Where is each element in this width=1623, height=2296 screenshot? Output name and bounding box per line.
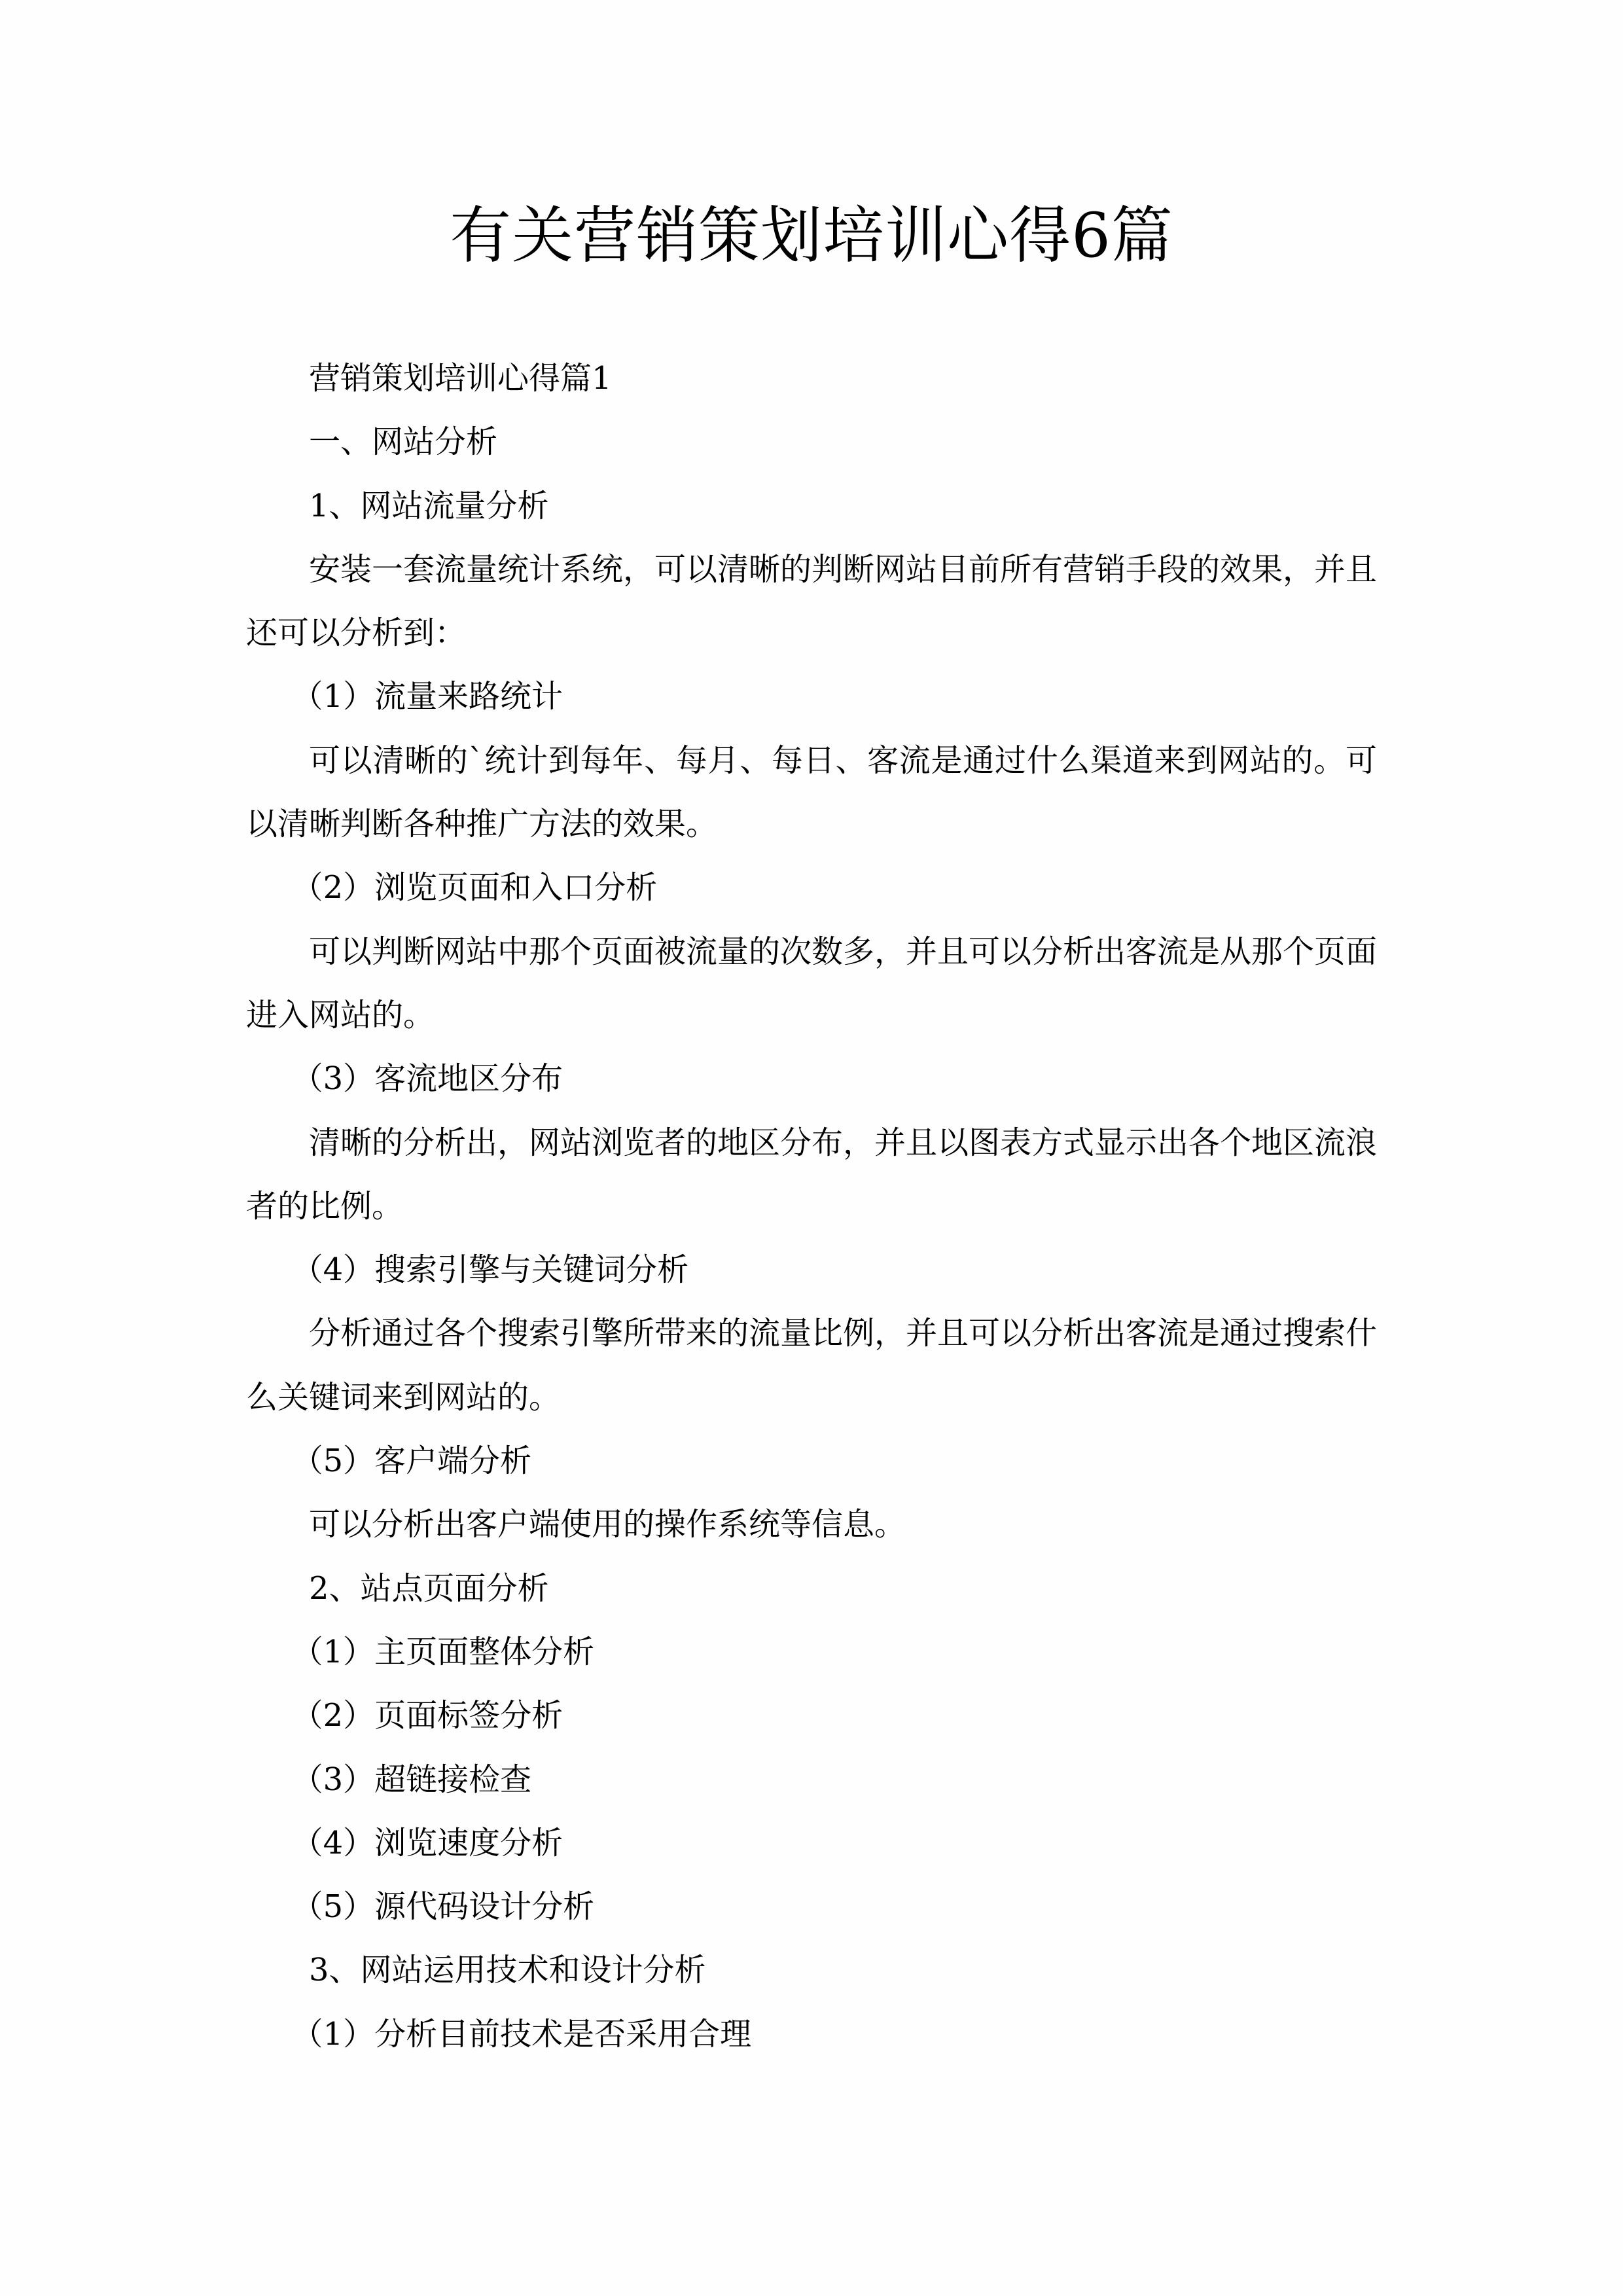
paragraph-traffic-system: 安装一套流量统计系统，可以清晰的判断网站目前所有营销手段的效果，并且还可以分析到： — [246, 550, 1378, 652]
list-item-search-keywords: （4）搜索引擎与关键词分析 — [291, 1251, 689, 1289]
section-heading-website-analysis: 一、网站分析 — [309, 423, 498, 461]
list-item-tech-reasonable: （1）分析目前技术是否采用合理 — [291, 2015, 752, 2053]
subsection-heading-page-analysis: 2、站点页面分析 — [309, 1570, 549, 1607]
list-item-region-distribution: （3）客流地区分布 — [291, 1060, 563, 1098]
paragraph-region-distribution: 清晰的分析出，网站浏览者的地区分布，并且以图表方式显示出各个地区流浪者的比例。 — [246, 1124, 1378, 1225]
document-body — [246, 347, 1377, 2066]
list-item-client-analysis: （5）客户端分析 — [291, 1443, 532, 1480]
subsection-heading-tech-design: 3、网站运用技术和设计分析 — [309, 1952, 706, 1989]
list-item-tag-analysis: （2）页面标签分析 — [291, 1697, 563, 1734]
list-item-homepage-analysis: （1）主页面整体分析 — [291, 1633, 595, 1670]
section-heading-article-1: 营销策划培训心得篇1 — [309, 360, 612, 397]
paragraph-traffic-source: 可以清晰的`统计到每年、每月、每日、客流是通过什么渠道来到网站的。可以清晰判断各种推广方法的效果。 — [246, 742, 1377, 843]
list-item-pages-entry: （2）浏览页面和入口分析 — [291, 869, 658, 906]
list-item-hyperlink-check: （3）超链接检查 — [291, 1761, 532, 1798]
list-item-speed-analysis: （4）浏览速度分析 — [291, 1824, 563, 1861]
paragraph-client-analysis: 可以分析出客户端使用的操作系统等信息。 — [309, 1506, 906, 1543]
list-item-source-code-analysis: （5）源代码设计分析 — [291, 1888, 595, 1926]
paragraph-pages-entry: 可以判断网站中那个页面被流量的次数多，并且可以分析出客流是从那个页面进入网站的。 — [246, 933, 1378, 1033]
document-title: 有关营销策划培训心得6篇 — [450, 200, 1173, 272]
subsection-heading-traffic-analysis: 1、网站流量分析 — [309, 487, 549, 524]
list-item-traffic-source: （1）流量来路统计 — [291, 678, 563, 715]
paragraph-search-keywords: 分析通过各个搜索引擎所带来的流量比例，并且可以分析出客流是通过搜索什么关键词来到网站的。 — [246, 1315, 1378, 1416]
